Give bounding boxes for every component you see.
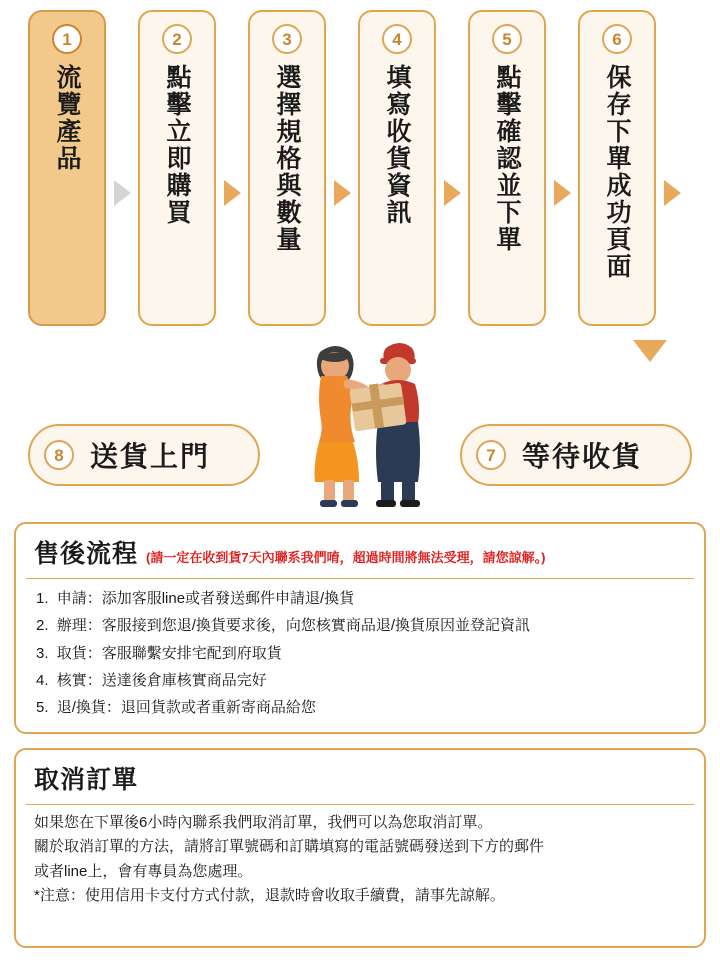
flow-step-8-label: 送貨上門: [90, 441, 211, 472]
flow-arrow-5-icon: [554, 180, 571, 206]
cancel-order-panel: [14, 748, 706, 948]
list-item-index: 3.: [36, 644, 49, 662]
flow-step-4-number: 4: [382, 24, 412, 54]
list-item: [36, 667, 686, 694]
flow-arrow-2-icon: [224, 180, 241, 206]
flow-step-1-label: 流覽產品: [53, 64, 81, 172]
list-item-text: 取貨：客服聯繫安排宅配到府取貨: [56, 644, 282, 662]
list-item: [36, 612, 686, 639]
flow-step-5-number: 5: [492, 24, 522, 54]
list-item: [36, 585, 686, 612]
after-sales-panel: [14, 522, 706, 734]
flow-step-4-label: 填寫收貨資訊: [383, 64, 411, 226]
after-sales-list: [16, 585, 704, 721]
flow-step-8-number: 8: [44, 440, 74, 470]
flow-arrow-3-icon: [334, 180, 351, 206]
cancel-order-title: 取消訂單: [34, 766, 139, 794]
flow-step-1-number: 1: [52, 24, 82, 54]
list-item-index: 4.: [36, 671, 49, 689]
list-item-text: 申請：添加客服line或者發送郵件申請退/換貨: [56, 590, 355, 607]
cancel-order-divider: [26, 804, 694, 805]
flow-step-7[interactable]: [460, 424, 692, 486]
flow-step-1[interactable]: [28, 10, 106, 326]
flow-step-3-number: 3: [272, 24, 302, 54]
cancel-order-paragraph: 關於取消訂單的方法，請將訂單號碼和訂購填寫的電話號碼發送到下方的郵件: [34, 838, 545, 856]
flow-step-5[interactable]: [468, 10, 546, 326]
flow-step-3[interactable]: [248, 10, 326, 326]
cancel-order-header: [16, 750, 704, 800]
flow-arrow-1-icon: [114, 180, 131, 206]
after-sales-note: (請一定在收到貨7天內聯系我們唷，超過時間將無法受理，請您諒解。): [146, 550, 546, 565]
list-item-index: 1.: [36, 590, 49, 607]
list-item-text: 核實：送達後倉庫核實商品完好: [56, 671, 267, 689]
list-item-text: 辦理：客服接到您退/換貨要求後，向您核實商品退/換貨原因並登記資訊: [56, 617, 531, 635]
flow-step-8[interactable]: [28, 424, 260, 486]
list-item: [36, 694, 686, 721]
delivery-illustration-icon: [268, 318, 458, 508]
after-sales-title: 售後流程: [34, 540, 139, 568]
flow-arrow-down-icon: [633, 340, 667, 362]
order-flow-diagram: [14, 10, 706, 330]
list-item-index: 5.: [36, 699, 49, 716]
list-item: [36, 640, 686, 667]
cancel-order-paragraph: 或者line上，會有專員為您處理。: [34, 862, 253, 880]
after-sales-divider: [26, 578, 694, 579]
cancel-order-paragraph: *注意：使用信用卡支付方式付款，退款時會收取手續費，請事先諒解。: [34, 886, 505, 904]
flow-step-2[interactable]: [138, 10, 216, 326]
flow-step-2-number: 2: [162, 24, 192, 54]
flow-arrow-6-icon: [664, 180, 681, 206]
flow-step-6[interactable]: [578, 10, 656, 326]
flow-step-3-label: 選擇規格與數量: [273, 64, 301, 253]
flow-step-5-label: 點擊確認並下單: [493, 64, 521, 253]
flow-step-4[interactable]: [358, 10, 436, 326]
flow-step-6-number: 6: [602, 24, 632, 54]
flow-step-7-number: 7: [476, 440, 506, 470]
list-item-text: 退/換貨：退回貨款或者重新寄商品給您: [56, 699, 316, 716]
flow-step-7-label: 等待收貨: [522, 441, 643, 472]
flow-arrow-4-icon: [444, 180, 461, 206]
cancel-order-paragraph: 如果您在下單後6小時內聯系我們取消訂單，我們可以為您取消訂單。: [34, 814, 493, 831]
flow-step-6-label: 保存下單成功頁面: [603, 64, 631, 280]
after-sales-header: [16, 524, 704, 574]
list-item-index: 2.: [36, 617, 49, 635]
flow-step-2-label: 點擊立即購買: [163, 64, 191, 226]
